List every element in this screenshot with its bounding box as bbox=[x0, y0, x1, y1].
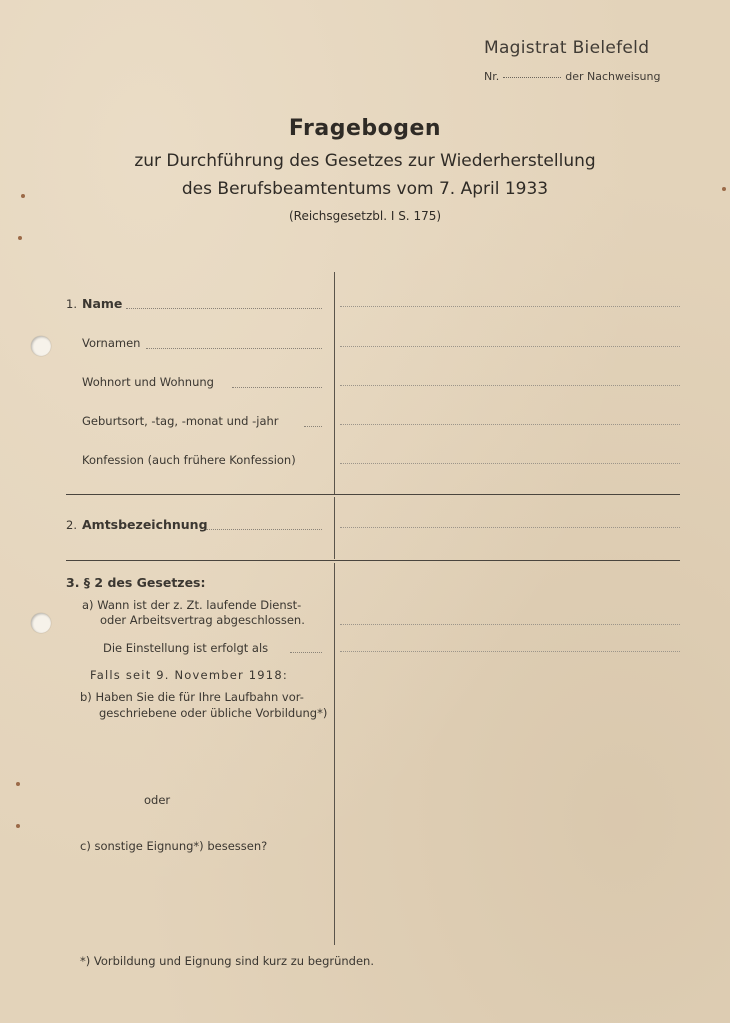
name-answer-field[interactable] bbox=[340, 306, 680, 307]
column-divider bbox=[334, 497, 335, 559]
section1-number: 1. bbox=[66, 297, 77, 311]
question-b-line2: geschriebene oder übliche Vorbildung*) bbox=[99, 706, 328, 720]
geburt-leader bbox=[304, 426, 322, 427]
nr-blank[interactable] bbox=[503, 77, 561, 78]
vornamen-answer-field[interactable] bbox=[340, 346, 680, 347]
legal-reference: (Reichsgesetzbl. I S. 175) bbox=[288, 209, 442, 223]
column-divider bbox=[334, 272, 335, 494]
wohnort-answer-field[interactable] bbox=[340, 385, 680, 386]
geburt-label: Geburtsort, -tag, -monat und -jahr bbox=[82, 414, 279, 428]
konfession-label: Konfession (auch frühere Konfession) bbox=[82, 453, 296, 467]
question-b-line1: b) Haben Sie die für Ihre Laufbahn vor- bbox=[80, 690, 304, 704]
column-divider bbox=[334, 563, 335, 945]
paper-speck bbox=[16, 782, 20, 786]
nr-label: Nr. bbox=[484, 70, 500, 83]
wohnort-label: Wohnort und Wohnung bbox=[82, 375, 214, 389]
form-title: Fragebogen bbox=[288, 116, 442, 141]
falls-label: Falls seit 9. November 1918: bbox=[90, 668, 288, 682]
punch-hole-bottom bbox=[31, 613, 51, 633]
section-divider bbox=[66, 560, 680, 561]
form-subtitle-line2: des Berufsbeamtentums vom 7. April 1933 bbox=[181, 179, 549, 199]
amtsbezeichnung-label: Amtsbezeichnung bbox=[82, 517, 208, 532]
section3-heading: 3. § 2 des Gesetzes: bbox=[66, 575, 206, 590]
einstellung-answer-field[interactable] bbox=[340, 651, 680, 652]
footnote: *) Vorbildung und Eignung sind kurz zu begründen. bbox=[80, 954, 374, 968]
paper-speck bbox=[18, 236, 22, 240]
amtsbezeichnung-leader bbox=[206, 529, 322, 530]
nr-suffix: der Nachweisung bbox=[565, 70, 661, 83]
vornamen-leader bbox=[146, 348, 322, 349]
question-a-line2: oder Arbeitsvertrag abgeschlossen. bbox=[100, 613, 305, 627]
paper-speck bbox=[16, 824, 20, 828]
vornamen-label: Vornamen bbox=[82, 336, 141, 350]
amtsbezeichnung-answer-field[interactable] bbox=[340, 527, 680, 528]
name-leader bbox=[126, 308, 322, 309]
section-divider bbox=[66, 494, 680, 495]
geburt-answer-field[interactable] bbox=[340, 424, 680, 425]
question-a-line1: a) Wann ist der z. Zt. laufende Dienst- bbox=[82, 598, 302, 612]
einstellung-leader bbox=[290, 652, 322, 653]
section2-number: 2. bbox=[66, 518, 77, 532]
wohnort-leader bbox=[232, 387, 322, 388]
name-label: Name bbox=[82, 296, 123, 311]
konfession-answer-field[interactable] bbox=[340, 463, 680, 464]
document-number-line bbox=[484, 70, 668, 83]
form-subtitle-line1: zur Durchführung des Gesetzes zur Wiederherstellung bbox=[134, 151, 596, 171]
einstellung-label: Die Einstellung ist erfolgt als bbox=[103, 641, 269, 655]
oder-label: oder bbox=[144, 793, 171, 807]
question-a-answer-field[interactable] bbox=[340, 624, 680, 625]
question-c-line: c) sonstige Eignung*) besessen? bbox=[80, 839, 268, 853]
punch-hole-top bbox=[31, 336, 51, 356]
organization-name: Magistrat Bielefeld bbox=[484, 38, 650, 58]
